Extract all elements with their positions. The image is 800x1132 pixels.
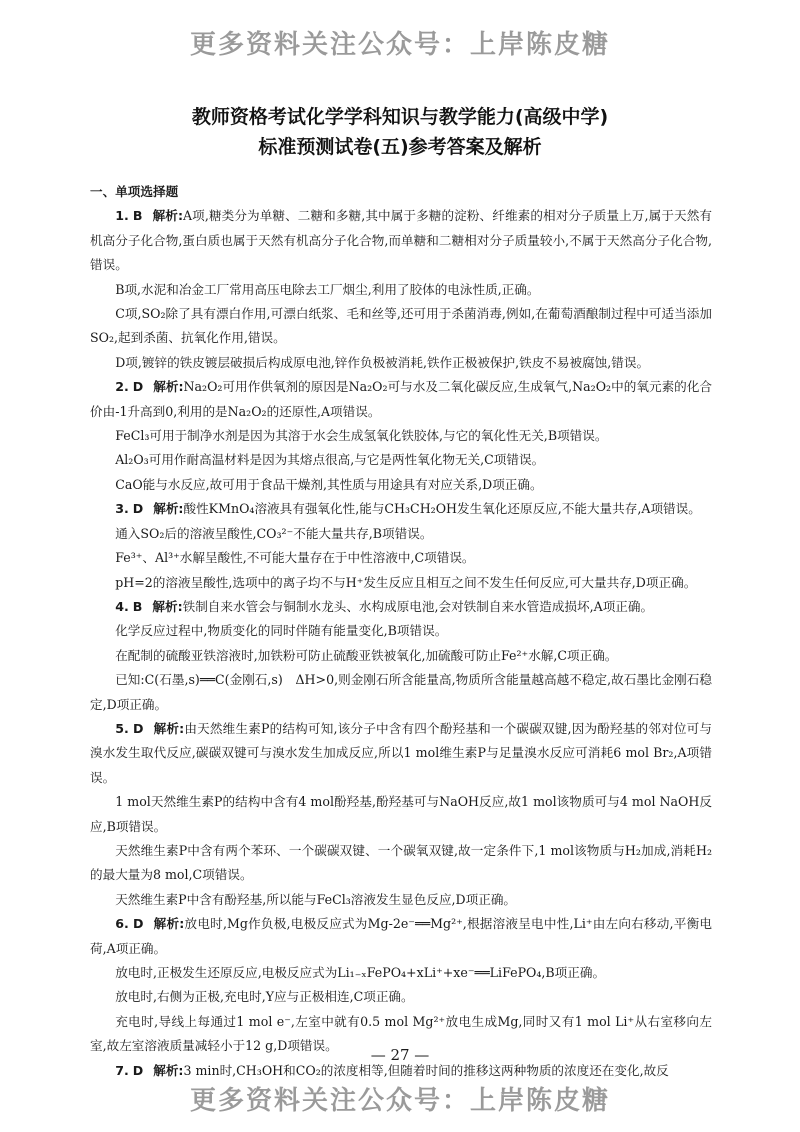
answer-letter: B [132,208,143,224]
analysis-text: 由天然维生素P的结构可知,该分子中含有四个酚羟基和一个碳碳双键,因为酚羟基的邻对位可与溴水发生取代反应,碳碳双键可与溴水发生加成反应,所以1 mol维生素P与足量溴水反应可消耗6 mol Br₂,A项错误。 [90,720,712,785]
analysis-text: 铁制自来水管会与铜制水龙头、水构成原电池,会对铁制自来水管造成损坏,A项正确。 [182,598,654,614]
question-5 [90,717,712,790]
document-subtitle: 标准预测试卷(五)参考答案及解析 [258,136,542,158]
paragraph: 化学反应过程中,物质变化的同时伴随有能量变化,B项错误。 [115,623,448,639]
paragraph: B项,水泥和冶金工厂常用高压电除去工厂烟尘,利用了胶体的电泳性质,正确。 [115,281,540,297]
paragraph: FeCl₃可用于制净水剂是因为其溶于水会生成氢氧化铁胶体,与它的氧化性无关,B项错误。 [115,428,608,444]
analysis-text: 放电时,Mg作负极,电极反应式为Mg-2e⁻══Mg²⁺,根据溶液呈电中性,Li⁺由左向右移动,平衡电荷,A项正确。 [90,916,712,956]
analysis-label: 解析: [153,720,185,736]
analysis-label: 解析: [152,598,183,614]
paragraph: D项,镀锌的铁皮镀层破损后构成原电池,锌作负极被消耗,铁作正极被保护,铁皮不易被腐蚀,错误。 [115,354,650,370]
paragraph: C项,SO₂除了具有漂白作用,可漂白纸浆、毛和丝等,还可用于杀菌消毒,例如,在葡萄酒酿制过程中可适当添加SO₂,起到杀菌、抗氧化作用,错误。 [90,306,712,346]
question-4 [90,595,712,619]
answer-content [90,180,712,1083]
answer-letter: D [132,916,144,932]
question-3 [90,497,712,521]
question-number: 7. [115,1062,129,1078]
paragraph: Fe³⁺、Al³⁺水解呈酸性,不可能大量存在于中性溶液中,C项错误。 [115,550,475,566]
question-number: 2. [115,379,129,395]
paragraph: 充电时,导线上每通过1 mol e⁻,左室中就有0.5 mol Mg²⁺放电生成Mg,同时又有1 mol Li⁺从右室移向左室,故左室溶液质量减轻小于12 g,D项错误。 [90,1013,712,1054]
question-number: 5. [115,720,129,736]
analysis-label: 解析: [153,916,185,932]
analysis-text: 酸性KMnO₄溶液具有强氧化性,能与CH₃CH₂OH发生氧化还原反应,不能大量共存,A项错误。 [183,501,701,517]
paragraph: 放电时,右侧为正极,充电时,Y应与正极相连,C项正确。 [115,989,414,1005]
paragraph: 放电时,正极发生还原反应,电极反应式为Li₁₋ₓFePO₄+xLi⁺+xe⁻══LiFePO₄,B项正确。 [115,965,606,980]
answer-letter: D [132,501,144,517]
paragraph: 通入SO₂后的溶液呈酸性,CO₃²⁻不能大量共存,B项错误。 [115,525,433,541]
answer-letter: D [132,379,144,395]
question-6 [90,912,712,961]
paragraph: 已知:C(石墨,s)══C(金刚石,s) ΔH>0,则金刚石所含能量高,物质所含能量越高越不稳定,故石墨比金刚石稳定,D项正确。 [90,672,712,712]
analysis-text: 3 min时,CH₃OH和CO₂的浓度相等,但随着时间的推移这两种物质的浓度还在变化,故反 [183,1062,669,1078]
question-1 [90,204,712,277]
watermark-bottom: 更多资料关注公众号：上岸陈皮糖 [189,1086,610,1116]
paragraph: 1 mol天然维生素P的结构中含有4 mol酚羟基,酚羟基可与NaOH反应,故1 mol该物质可与4 mol NaOH反应,B项错误。 [90,794,712,834]
document-title: 教师资格考试化学学科知识与教学能力(高级中学) [191,106,609,128]
answer-letter: B [132,598,143,614]
paragraph: 天然维生素P中含有酚羟基,所以能与FeCl₃溶液发生显色反应,D项正确。 [115,891,517,907]
question-number: 1. [115,208,129,224]
analysis-label: 解析: [153,501,184,517]
question-number: 4. [115,598,129,614]
watermark-top: 更多资料关注公众号：上岸陈皮糖 [189,30,610,60]
paragraph: 天然维生素P中含有两个苯环、一个碳碳双键、一个碳氧双键,故一定条件下,1 mol该物质与H₂加成,消耗H₂的最大量为8 mol,C项错误。 [90,842,712,883]
paragraph: pH=2的溶液呈酸性,选项中的离子均不与H⁺发生反应且相互之间不发生任何反应,可大量共存,D项正确。 [115,574,697,590]
analysis-label: 解析: [153,1062,184,1078]
analysis-label: 解析: [153,379,184,395]
analysis-label: 解析: [152,208,183,224]
section-title: 一、单项选择题 [90,184,179,199]
question-number: 6. [115,916,129,932]
paragraph: 在配制的硫酸亚铁溶液时,加铁粉可防止硫酸亚铁被氧化,加硫酸可防止Fe²⁺水解,C项正确。 [115,647,618,663]
question-2 [90,375,712,424]
answer-letter: D [132,720,144,736]
question-number: 3. [115,501,129,517]
page-number: — 27 — [370,1046,430,1064]
analysis-text: A项,糖类分为单糖、二糖和多糖,其中属于多糖的淀粉、纤维素的相对分子质量上万,属于天然有机高分子化合物,蛋白质也属于天然有机高分子化合物,而单糖和二糖相对分子质量较小,不属于天然高分子化合物,错误。 [90,208,712,273]
analysis-text: Na₂O₂可用作供氧剂的原因是Na₂O₂可与水及二氧化碳反应,生成氧气,Na₂O₂中的氧元素的化合价由-1升高到0,利用的是Na₂O₂的还原性,A项错误。 [90,379,712,419]
answer-letter: D [132,1062,144,1078]
paragraph: Al₂O₃可用作耐高温材料是因为其熔点很高,与它是两性氧化物无关,C项错误。 [115,452,545,468]
paragraph: CaO能与水反应,故可用于食品干燥剂,其性质与用途具有对应关系,D项正确。 [115,476,543,492]
